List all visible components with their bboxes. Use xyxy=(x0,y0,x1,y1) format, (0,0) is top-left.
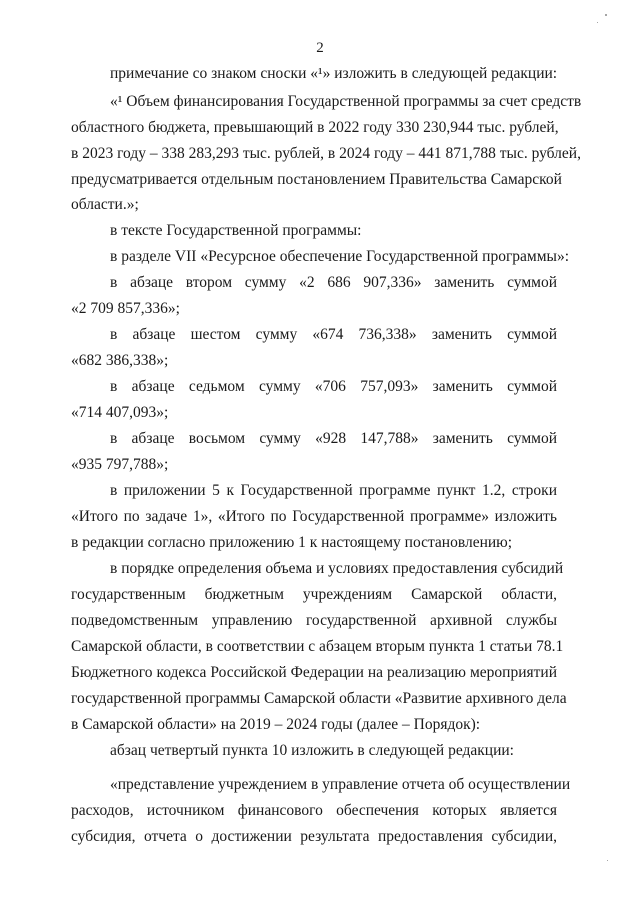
text-line: «Итого по задаче 1», «Итого по Государственной программе» изложить xyxy=(71,508,557,525)
text-line: в абзаце седьмом сумму «706 757,093» заменить суммой xyxy=(110,378,557,395)
text-line: расходов, источником финансового обеспечения которых является xyxy=(71,802,557,819)
text-line: области.»; xyxy=(71,196,139,213)
text-line: в редакции согласно приложению 1 к настоящему постановлению; xyxy=(71,534,513,551)
text-line: в разделе VII «Ресурсное обеспечение Государственной программы»: xyxy=(110,248,570,265)
text-line: предусматривается отдельным постановлением Правительства Самарской xyxy=(71,171,562,188)
text-line: Самарской области, в соответствии с абзацем вторым пункта 1 статьи 78.1 xyxy=(71,638,564,655)
text-line: подведомственным управлению государственной архивной службы xyxy=(71,612,557,629)
text-line: «2 709 857,336»; xyxy=(71,300,180,317)
text-line: «714 407,093»; xyxy=(71,404,169,421)
text-line: в абзаце восьмом сумму «928 147,788» заменить суммой xyxy=(110,430,557,447)
text-line: государственным бюджетным учреждениям Самарской области, xyxy=(71,586,557,603)
text-line: в Самарской области» на 2019 – 2024 годы (далее – Порядок): xyxy=(71,716,481,733)
text-line: государственной программы Самарской области «Развитие архивного дела xyxy=(71,690,567,707)
text-line: в приложении 5 к Государственной программе пункт 1.2, строки xyxy=(110,482,557,499)
text-line: «¹ Объем финансирования Государственной программы за счет средств xyxy=(110,93,582,110)
text-line: «представление учреждением в управление отчета об осуществлении xyxy=(110,776,571,793)
text-line: в абзаце втором сумму «2 686 907,336» заменить суммой xyxy=(110,274,557,291)
text-line: Бюджетного кодекса Российской Федерации на реализацию мероприятий xyxy=(71,664,557,681)
text-line: в тексте Государственной программы: xyxy=(110,222,362,239)
text-line: «682 386,338»; xyxy=(71,352,169,369)
text-line: «935 797,788»; xyxy=(71,456,169,473)
text-line: абзац четвертый пункта 10 изложить в следующей редакции: xyxy=(110,742,514,759)
text-line: областного бюджета, превышающий в 2022 году 330 230,944 тыс. рублей, xyxy=(71,119,559,136)
text-line: субсидия, отчета о достижении результата предоставления субсидии, xyxy=(71,828,557,845)
text-line: примечание со знаком сноски «¹» изложить в следующей редакции: xyxy=(110,65,558,82)
text-line: в 2023 году – 338 283,293 тыс. рублей, в 2024 году – 441 871,788 тыс. рублей, xyxy=(71,145,581,162)
text-line: в порядке определения объема и условиях предоставления субсидий xyxy=(110,560,564,577)
page-number: 2 xyxy=(316,40,324,56)
text-line: в абзаце шестом сумму «674 736,338» заменить суммой xyxy=(110,326,557,343)
